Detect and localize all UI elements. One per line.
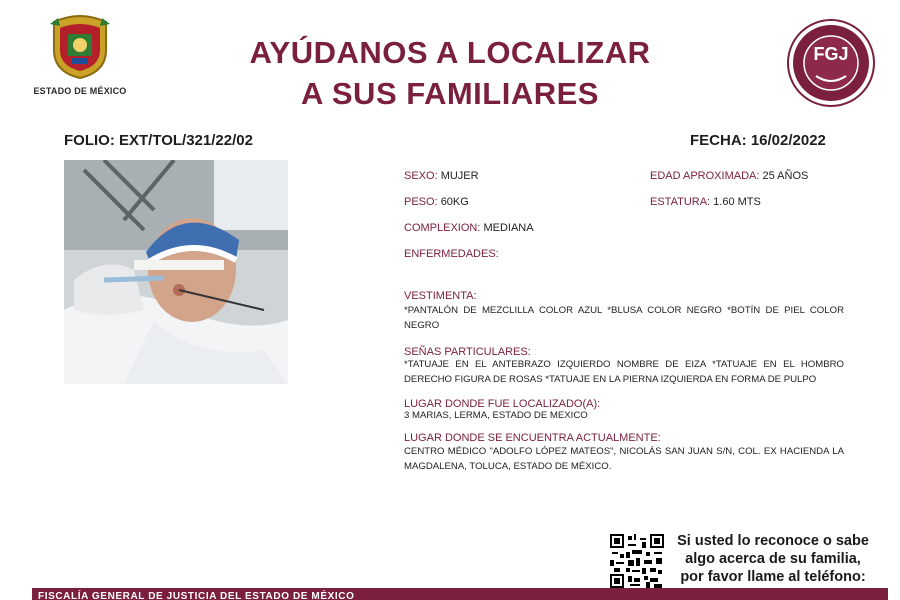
estatura-field xyxy=(650,196,761,208)
folio-number: FOLIO: EXT/TOL/321/22/02 xyxy=(64,132,253,149)
footer-agency-name: FISCALÍA GENERAL DE JUSTICIA DEL ESTADO DE MÉXICO xyxy=(38,591,355,600)
estado-de-mexico-coat-of-arms-icon xyxy=(48,14,112,80)
lugar-localizado-label: LUGAR DONDE FUE LOCALIZADO(A): xyxy=(404,398,601,410)
edad-field xyxy=(650,170,808,182)
page-title xyxy=(180,32,720,114)
edad-value: 25 AÑOS xyxy=(762,170,809,182)
contact-line-1: Si usted lo reconoce o sabe xyxy=(677,533,869,549)
contact-message xyxy=(668,532,878,586)
contact-line-3: por favor llame al teléfono: xyxy=(680,569,866,585)
complexion-label: COMPLEXION: xyxy=(404,222,481,234)
vestimenta-label: VESTIMENTA: xyxy=(404,290,477,302)
state-caption: ESTADO DE MÉXICO xyxy=(33,86,127,96)
vestimenta-text: *PANTALÓN DE MEZCLILLA COLOR AZUL *BLUSA COLOR NEGRO *BOTÍN DE PIEL COLOR NEGRO xyxy=(404,305,844,331)
contact-line-2: algo acerca de su familia, xyxy=(685,551,861,567)
sexo-field xyxy=(404,170,479,182)
lugar-actual-label: LUGAR DONDE SE ENCUENTRA ACTUALMENTE: xyxy=(404,432,661,444)
fgj-seal-text: FGJ xyxy=(813,44,849,64)
estatura-label: ESTATURA: xyxy=(650,196,711,208)
lugar-localizado-text: 3 MARIAS, LERMA, ESTADO DE MEXICO xyxy=(404,410,588,421)
complexion-value: MEDIANA xyxy=(483,222,534,234)
fgj-seal-icon xyxy=(786,18,876,108)
peso-field xyxy=(404,196,469,208)
senas-text: *TATUAJE EN EL ANTEBRAZO IZQUIERDO NOMBRE DE EIZA *TATUAJE EN EL HOMBRO DERECHO FIGURA DE ROSAS *TATUAJE EN LA PIERNA IZQUIERDA EN FORMA DE PULPO xyxy=(404,359,844,385)
enfermedades-label: ENFERMEDADES: xyxy=(404,248,499,260)
complexion-field xyxy=(404,222,534,234)
qr-code-icon[interactable] xyxy=(610,534,664,588)
title-line-1: AYÚDANOS A LOCALIZAR xyxy=(249,35,651,70)
sexo-value: MUJER xyxy=(440,170,479,182)
report-date: FECHA: 16/02/2022 xyxy=(690,132,826,149)
person-photo xyxy=(64,160,288,384)
lugar-actual-text: CENTRO MÉDICO "ADOLFO LÓPEZ MATEOS", NICOLÁS SAN JUAN S/N, COL. EX HACIENDA LA MAGDALENA, TOLUCA, ESTADO DE MÉXICO. xyxy=(404,446,844,472)
title-line-2: A SUS FAMILIARES xyxy=(301,76,599,111)
senas-label: SEÑAS PARTICULARES: xyxy=(404,346,531,358)
edad-label: EDAD APROXIMADA: xyxy=(650,170,760,182)
peso-label: PESO: xyxy=(404,196,438,208)
estatura-value: 1.60 MTS xyxy=(713,196,761,208)
footer-bar xyxy=(32,588,888,600)
enfermedades-field xyxy=(404,248,499,260)
peso-value: 60KG xyxy=(440,196,469,208)
sexo-label: SEXO: xyxy=(404,170,438,182)
